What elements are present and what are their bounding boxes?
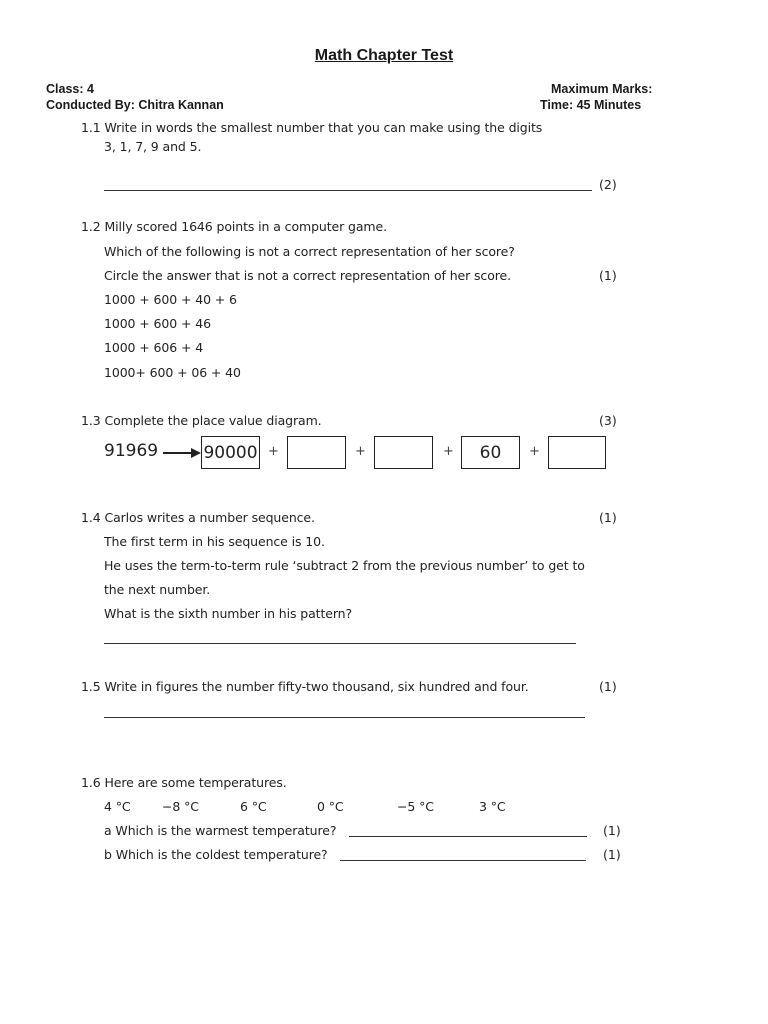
answer-option[interactable]: 1000 + 600 + 40 + 6 xyxy=(104,292,237,307)
marks-label: (1) xyxy=(599,679,617,694)
class-label: Class: 4 xyxy=(46,82,94,96)
question-text: 1.4 Carlos writes a number sequence. xyxy=(81,510,315,525)
temperature-value: 4 °C xyxy=(104,799,131,814)
plus-sign: + xyxy=(443,444,454,459)
question-text: Circle the answer that is not a correct representation of her score. xyxy=(104,268,511,283)
marks-label: (2) xyxy=(599,177,617,192)
place-value-box-value: 60 xyxy=(479,442,502,463)
temperature-value: 3 °C xyxy=(479,799,506,814)
answer-option[interactable]: 1000 + 606 + 4 xyxy=(104,340,204,355)
answer-line[interactable] xyxy=(104,717,585,718)
question-text: The first term in his sequence is 10. xyxy=(104,534,325,549)
place-value-number: 91969 xyxy=(104,441,159,461)
marks-label: (1) xyxy=(603,823,621,838)
answer-option[interactable]: 1000 + 600 + 46 xyxy=(104,316,211,331)
place-value-box-5[interactable] xyxy=(548,436,606,469)
conducted-by: Conducted By: Chitra Kannan xyxy=(46,98,224,112)
question-text: 1.5 Write in figures the number fifty-two thousand, six hundred and four. xyxy=(81,679,529,694)
answer-option[interactable]: 1000+ 600 + 06 + 40 xyxy=(104,365,241,380)
marks-label: (3) xyxy=(599,413,617,428)
marks-label: (1) xyxy=(599,510,617,525)
temperature-value: −5 °C xyxy=(397,799,434,814)
arrow-right-icon xyxy=(163,446,201,464)
plus-sign: + xyxy=(529,444,540,459)
question-text: 3, 1, 7, 9 and 5. xyxy=(104,139,202,154)
marks-label: (1) xyxy=(599,268,617,283)
question-text: the next number. xyxy=(104,582,211,597)
question-text: 1.6 Here are some temperatures. xyxy=(81,775,287,790)
page-title: Math Chapter Test xyxy=(314,47,454,64)
answer-line[interactable] xyxy=(340,860,586,861)
question-text: What is the sixth number in his pattern? xyxy=(104,606,353,621)
place-value-box-2[interactable] xyxy=(287,436,346,469)
time-limit: Time: 45 Minutes xyxy=(540,98,642,112)
place-value-box-3[interactable] xyxy=(374,436,433,469)
question-text: Which of the following is not a correct representation of her score? xyxy=(104,244,515,259)
question-text: 1.1 Write in words the smallest number that you can make using the digits xyxy=(81,120,543,135)
place-value-box-4 xyxy=(461,436,520,469)
place-value-box-value: 90000 xyxy=(203,442,258,463)
maximum-marks: Maximum Marks: xyxy=(551,82,653,96)
question-text: He uses the term-to-term rule ‘subtract 2 from the previous number’ to get to xyxy=(104,558,585,573)
question-text: 1.3 Complete the place value diagram. xyxy=(81,413,322,428)
question-text: a Which is the warmest temperature? xyxy=(104,823,337,838)
plus-sign: + xyxy=(355,444,366,459)
plus-sign: + xyxy=(268,444,279,459)
question-text: 1.2 Milly scored 1646 points in a computer game. xyxy=(81,219,387,234)
place-value-box-1 xyxy=(201,436,260,469)
marks-label: (1) xyxy=(603,847,621,862)
question-text: b Which is the coldest temperature? xyxy=(104,847,328,862)
temperature-value: 6 °C xyxy=(240,799,267,814)
answer-line[interactable] xyxy=(104,643,576,644)
answer-line[interactable] xyxy=(349,836,587,837)
temperature-value: −8 °C xyxy=(162,799,199,814)
answer-line[interactable] xyxy=(104,190,592,191)
temperature-value: 0 °C xyxy=(317,799,344,814)
